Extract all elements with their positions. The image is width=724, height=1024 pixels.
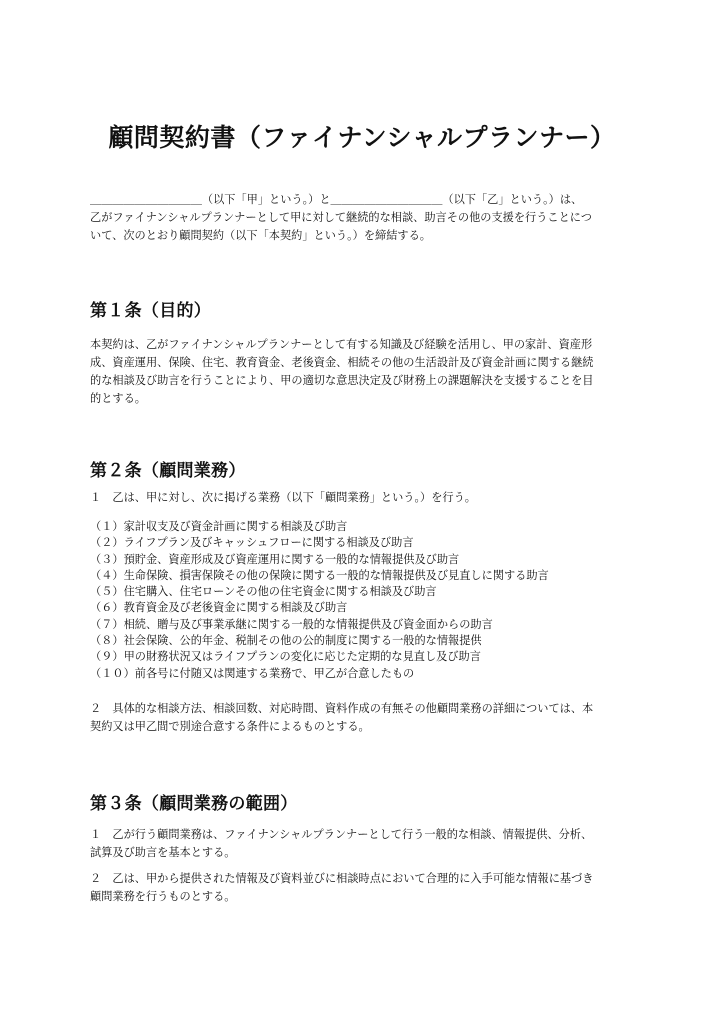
article-2-para2-line: ２ 具体的な相談方法、相談回数、対応時間、資料作成の有無その他顧問業務の詳細については、本 [90,702,594,715]
list-item: （１０）前各号に付随又は関連する業務で、甲乙が合意したもの [90,666,415,680]
article-2-heading: 第２条（顧問業務） [90,461,246,481]
article-1-body [90,336,650,408]
list-item: （９）甲の財務状況又はライフプランの変化に応じた定期的な見直し及び助言 [90,650,481,664]
article-1-line: 的な相談及び助言を行うことにより、甲の適切な意思決定及び財務上の課題解決を支援することを目 [90,374,594,387]
article-1-heading: 第１条（目的） [90,301,212,321]
list-item: （７）相続、贈与及び事業承継に関する一般的な情報提供及び資金面からの助言 [90,617,493,631]
article-1-line: 的とする。 [90,392,146,405]
article-1-line: 本契約は、乙がファイナンシャルプランナーとして有する知識及び経験を活用し、甲の家計、資産形 [90,338,593,351]
list-item: （５）住宅購入、住宅ローンその他の住宅資金に関する相談及び助言 [90,585,437,599]
preamble-line: いて、次のとおり顧問契約（以下「本契約」という。）を締結する。 [90,229,431,242]
article-3-paragraph-2 [90,870,650,906]
article-2-para2-line: 契約又は甲乙間で別途合意する条件によるものとする。 [90,720,370,733]
list-item: （８）社会保険、公的年金、税制その他の公的制度に関する一般的な情報提供 [90,634,482,648]
list-item: （２）ライフプラン及びキャッシュフローに関する相談及び助言 [90,536,414,550]
list-item: （４）生命保険、損害保険その他の保険に関する一般的な情報提供及び見直しに関する助言 [90,568,549,582]
article-2-item-list [90,519,549,682]
article-3-heading: 第３条（顧問業務の範囲） [90,794,298,814]
article-2-intro [90,489,650,507]
article-3-para1-line: １ 乙が行う顧問業務は、ファイナンシャルプランナーとして行う一般的な相談、情報提供、分析、 [90,828,593,841]
article-2-paragraph-2 [90,700,650,736]
article-2-intro-line: １ 乙は、甲に対し、次に掲げる業務（以下「顧問業務」という。）を行う。 [90,491,476,504]
list-item: （１）家計収支及び資金計画に関する相談及び助言 [90,520,348,533]
article-3-para2-line: ２ 乙は、甲から提供された情報及び資料並びに相談時点において合理的に入手可能な情報に基づき [90,872,594,885]
preamble [90,191,650,245]
article-3-paragraph-1 [90,826,650,862]
article-1-line: 成、資産運用、保険、住宅、教育資金、老後資金、相続その他の生活設計及び資金計画に関する継続 [90,356,594,369]
article-3-para1-line: 試算及び助言を基本とする。 [90,846,236,859]
preamble-line: ＿＿＿＿＿＿＿＿＿＿（以下「甲」という。）と＿＿＿＿＿＿＿＿＿＿（以下「乙」という。）は、 [90,193,583,206]
list-item: （３）預貯金、資産形成及び資産運用に関する一般的な情報提供及び助言 [90,552,460,566]
article-3-para2-line: 顧問業務を行うものとする。 [90,890,236,903]
list-item: （６）教育資金及び老後資金に関する相談及び助言 [90,601,348,615]
document-title: 顧問契約書（ファイナンシャルプランナー） [108,123,616,152]
preamble-line: 乙がファイナンシャルプランナーとして甲に対して継続的な相談、助言その他の支援を行うことにつ [90,211,592,224]
